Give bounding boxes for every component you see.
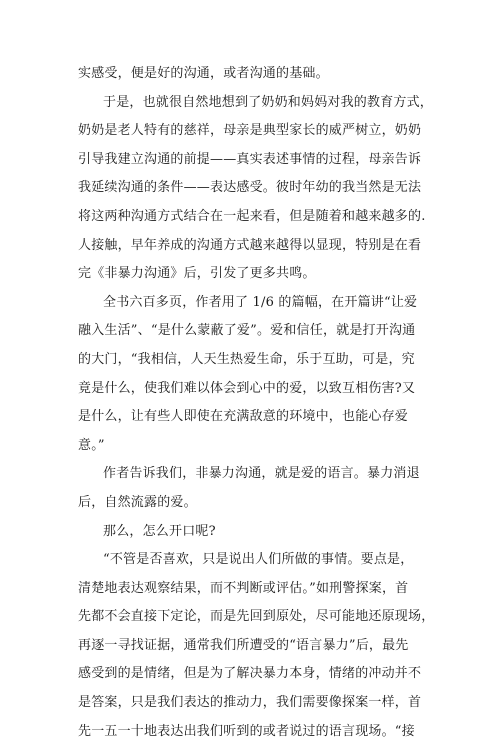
text-line: 后，自然流露的爱。: [78, 494, 197, 510]
text-line: 全书六百多页，作者用了 1/6 的篇幅，在开篇讲“让爱: [103, 294, 418, 310]
text-line: 于是，也就很自然地想到了奶奶和妈妈对我的教育方式，: [103, 94, 434, 110]
text-line: 竟是什么，使我们难以体会到心中的爱，以致互相伤害?又: [78, 380, 416, 396]
text-line: 是答案，只是我们表达的推动力，我们需要像探案一样，首: [78, 695, 422, 711]
text-line: 清楚地表达观察结果，而不判断或评估。”如刑警探案，首: [78, 580, 409, 596]
text-line: 先都不会直接下定论，而是先回到原处，尽可能地还原现场，: [78, 609, 435, 625]
text-line: 奶奶是老人特有的慈祥，母亲是典型家长的威严树立，奶奶: [78, 123, 422, 139]
text-line: 感受到的是情绪，但是为了解决暴力本身，情绪的冲动并不: [78, 666, 422, 682]
text-line: 我延续沟通的条件——表达感受。彼时年幼的我当然是无法: [78, 180, 422, 196]
body-text: [78, 60, 438, 746]
text-line: 引导我建立沟通的前提——真实表述事情的过程，母亲告诉: [78, 151, 422, 167]
text-line: 的大门，“我相信，人天生热爱生命，乐于互助，可是，究: [78, 351, 415, 367]
text-line: 意。”: [78, 437, 105, 453]
text-line: 人接触，早年养成的沟通方式越来越得以显现，特别是在看: [78, 237, 422, 253]
text-line: 再逐一寻找证据，通常我们所遭受的“语言暴力”后，最先: [78, 637, 409, 653]
text-line: 将这两种沟通方式结合在一起来看，但是随着和越来越多的.: [78, 208, 426, 224]
text-line: 融入生活”、“是什么蒙蔽了爱”。爱和信任，就是打开沟通: [78, 323, 416, 339]
text-line: 先一五一十地表达出我们听到的或者说过的语言现场。“接: [78, 723, 415, 739]
text-line: “不管是否喜欢，只是说出人们所做的事情。要点是，: [103, 552, 414, 568]
text-line: 完《非暴力沟通》后，引发了更多共鸣。: [78, 266, 316, 282]
text-line: 实感受，便是好的沟通，或者沟通的基础。: [78, 66, 329, 81]
text-line: 那么，怎么开口呢?: [103, 523, 216, 539]
text-line: 是什么，让有些人即使在充满敌意的环境中，也能心存爱: [78, 409, 409, 425]
text-line: 作者告诉我们，非暴力沟通，就是爱的语言。暴力消退: [103, 466, 420, 482]
